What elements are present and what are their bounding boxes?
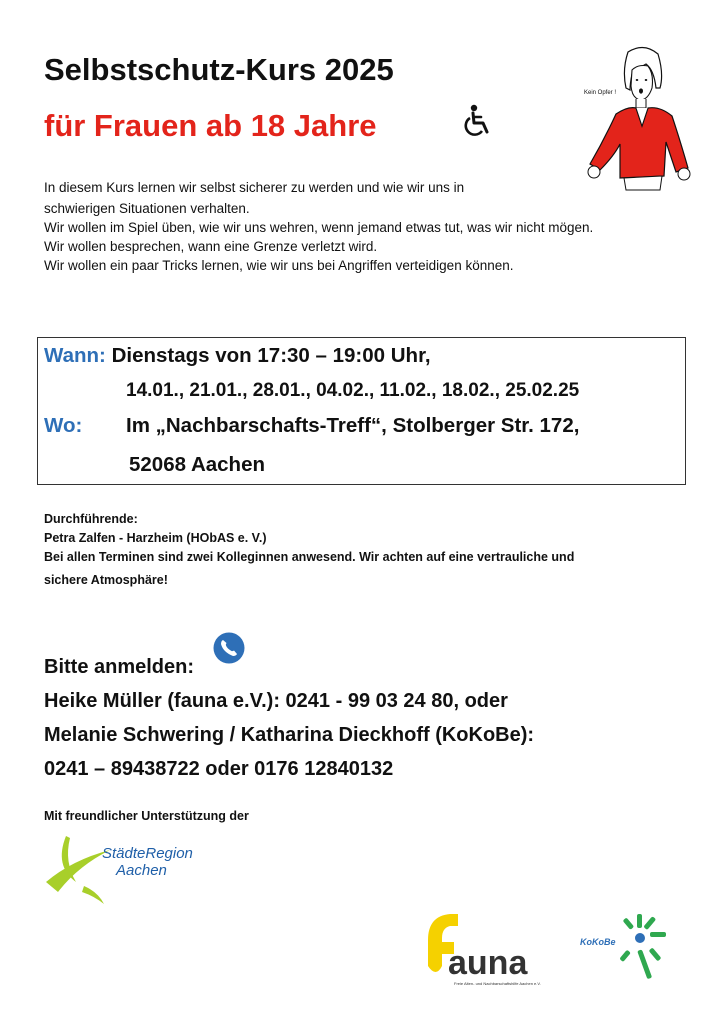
intro-line: Wir wollen besprechen, wann eine Grenze verletzt wird. xyxy=(44,239,378,254)
wheelchair-icon xyxy=(462,104,496,138)
registration-line: Melanie Schwering / Katharina Dieckhoff (KoKoBe): xyxy=(44,724,535,746)
support-text: Mit freundlicher Unterstützung der xyxy=(44,809,249,823)
where-city: 52068 Aachen xyxy=(129,453,265,476)
staedteregion-city: Aachen xyxy=(116,862,167,879)
fauna-logo xyxy=(424,908,576,988)
when-value: Dienstags von 17:30 – 19:00 Uhr, xyxy=(111,344,431,367)
intro-text xyxy=(44,177,654,276)
where-value: Im „Nachbarschafts-Treff“, Stolberger Str. 172, xyxy=(126,414,580,437)
phone-icon xyxy=(213,632,245,664)
registration-section xyxy=(44,650,534,786)
speech-text: Kein Opfer ! xyxy=(584,90,617,96)
where-label: Wo: xyxy=(44,414,83,437)
intro-line: In diesem Kurs lernen wir selbst sicherer zu werden und wie wir uns in xyxy=(44,180,465,195)
dates-row: 14.01., 21.01., 28.01., 04.02., 11.02., 18.02., 25.02.25 xyxy=(126,380,580,401)
organizers-section xyxy=(44,510,694,590)
fauna-wordmark: auna xyxy=(448,944,528,982)
intro-line: Wir wollen ein paar Tricks lernen, wie wir uns bei Angriffen verteidigen können. xyxy=(44,258,514,273)
fauna-tagline: Freie Alten- und Nachbarschaftshilfe Aachen e.V. xyxy=(454,981,541,986)
staedteregion-logo xyxy=(44,826,214,906)
organizers-label: Durchführende: xyxy=(44,512,138,526)
organizers-note: Bei allen Terminen sind zwei Kolleginnen anwesend. Wir achten auf eine vertrauliche und xyxy=(44,550,575,564)
schedule-box xyxy=(37,337,686,485)
intro-line: schwierigen Situationen verhalten. xyxy=(44,201,250,216)
kokobe-wordmark: KoKoBe xyxy=(580,937,616,947)
when-label: Wann: xyxy=(44,344,106,367)
organizers-names: Petra Zalfen - Harzheim (HObAS e. V.) xyxy=(44,531,267,545)
registration-line: 0241 – 89438722 oder 0176 12840132 xyxy=(44,758,394,780)
intro-line: Wir wollen im Spiel üben, wie wir uns wehren, wenn jemand etwas tut, was wir nicht mögen. xyxy=(44,220,594,235)
staedteregion-name: StädteRegion xyxy=(102,845,193,862)
page-title: Selbstschutz-Kurs 2025 xyxy=(44,52,394,87)
registration-line: Heike Müller (fauna e.V.): 0241 - 99 03 24 80, oder xyxy=(44,690,508,712)
page-subtitle: für Frauen ab 18 Jahre xyxy=(44,108,377,143)
registration-heading: Bitte anmelden: xyxy=(44,656,195,678)
woman-illustration xyxy=(576,44,698,192)
kokobe-logo xyxy=(580,910,680,986)
organizers-note: sichere Atmosphäre! xyxy=(44,573,168,587)
when-row xyxy=(44,344,431,368)
